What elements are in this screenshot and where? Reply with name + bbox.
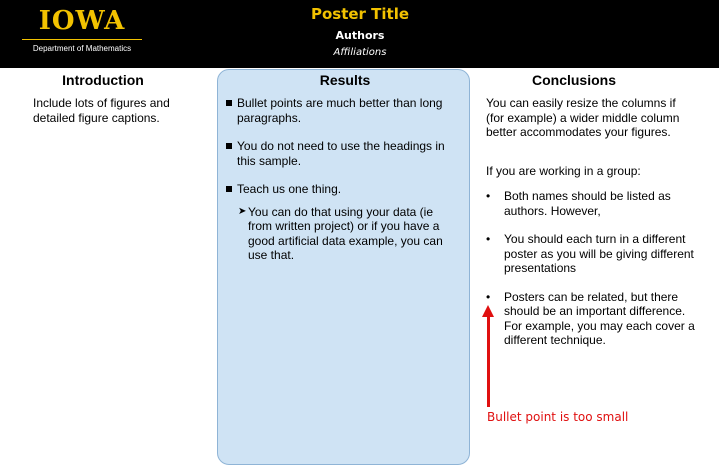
dot-bullet-icon: • [486,232,491,246]
square-bullet-icon [226,143,232,149]
conclusions-paragraph: You can easily resize the columns if (for example) a wider middle column better accommodates your figures. [486,96,680,139]
sub-bullet-item [238,205,456,263]
poster-title: Poster Title [310,5,410,23]
annotation-note: Bullet point is too small [487,410,629,424]
logo-divider [22,39,142,40]
square-bullet-icon [226,186,232,192]
conclusions-heading: Conclusions [531,72,616,88]
introduction-text: Include lots of figures and detailed figure captions. [33,96,170,125]
bullet-text: Bullet points are much better than long paragraphs. [237,96,443,125]
bullet-item [226,139,456,168]
logo-wordmark: IOWA [38,6,126,36]
results-heading: Results [319,72,371,88]
results-bullets [226,96,456,263]
square-bullet-icon [226,100,232,106]
authors: Authors [335,29,385,42]
dot-bullet-icon: • [486,189,491,203]
bullet-item [226,96,456,125]
sub-bullet-text: You can do that using your data (ie from written project) or if you have a good artificial data example, you can use that. [248,204,443,262]
conclusions-body [486,96,696,362]
red-arrow-shaft [487,315,490,407]
bullet-item [226,182,456,197]
list-item [486,290,696,348]
list-item-text: Both names should be listed as authors. However, [504,189,671,218]
list-item [486,232,696,276]
group-intro-text: If you are working in a group: [486,163,641,178]
list-item [486,189,696,218]
title-block [230,4,490,60]
introduction-heading: Introduction [62,72,144,88]
affiliations: Affiliations [333,47,387,58]
list-item-text: You should each turn in a different poster as you will be giving different presentations [504,232,694,275]
bullet-text: You do not need to use the headings in this sample. [237,139,445,168]
dot-bullet-icon: • [486,289,491,304]
department-name: Department of Mathematics [32,44,132,53]
iowa-logo [18,6,146,62]
list-item-text: Posters can be related, but there should be an important difference. For example, you may each cover a different technique. [504,289,695,347]
bullet-text: Teach us one thing. [237,182,342,196]
arrow-bullet-icon: ➤ [238,205,247,217]
poster-header [0,0,719,68]
